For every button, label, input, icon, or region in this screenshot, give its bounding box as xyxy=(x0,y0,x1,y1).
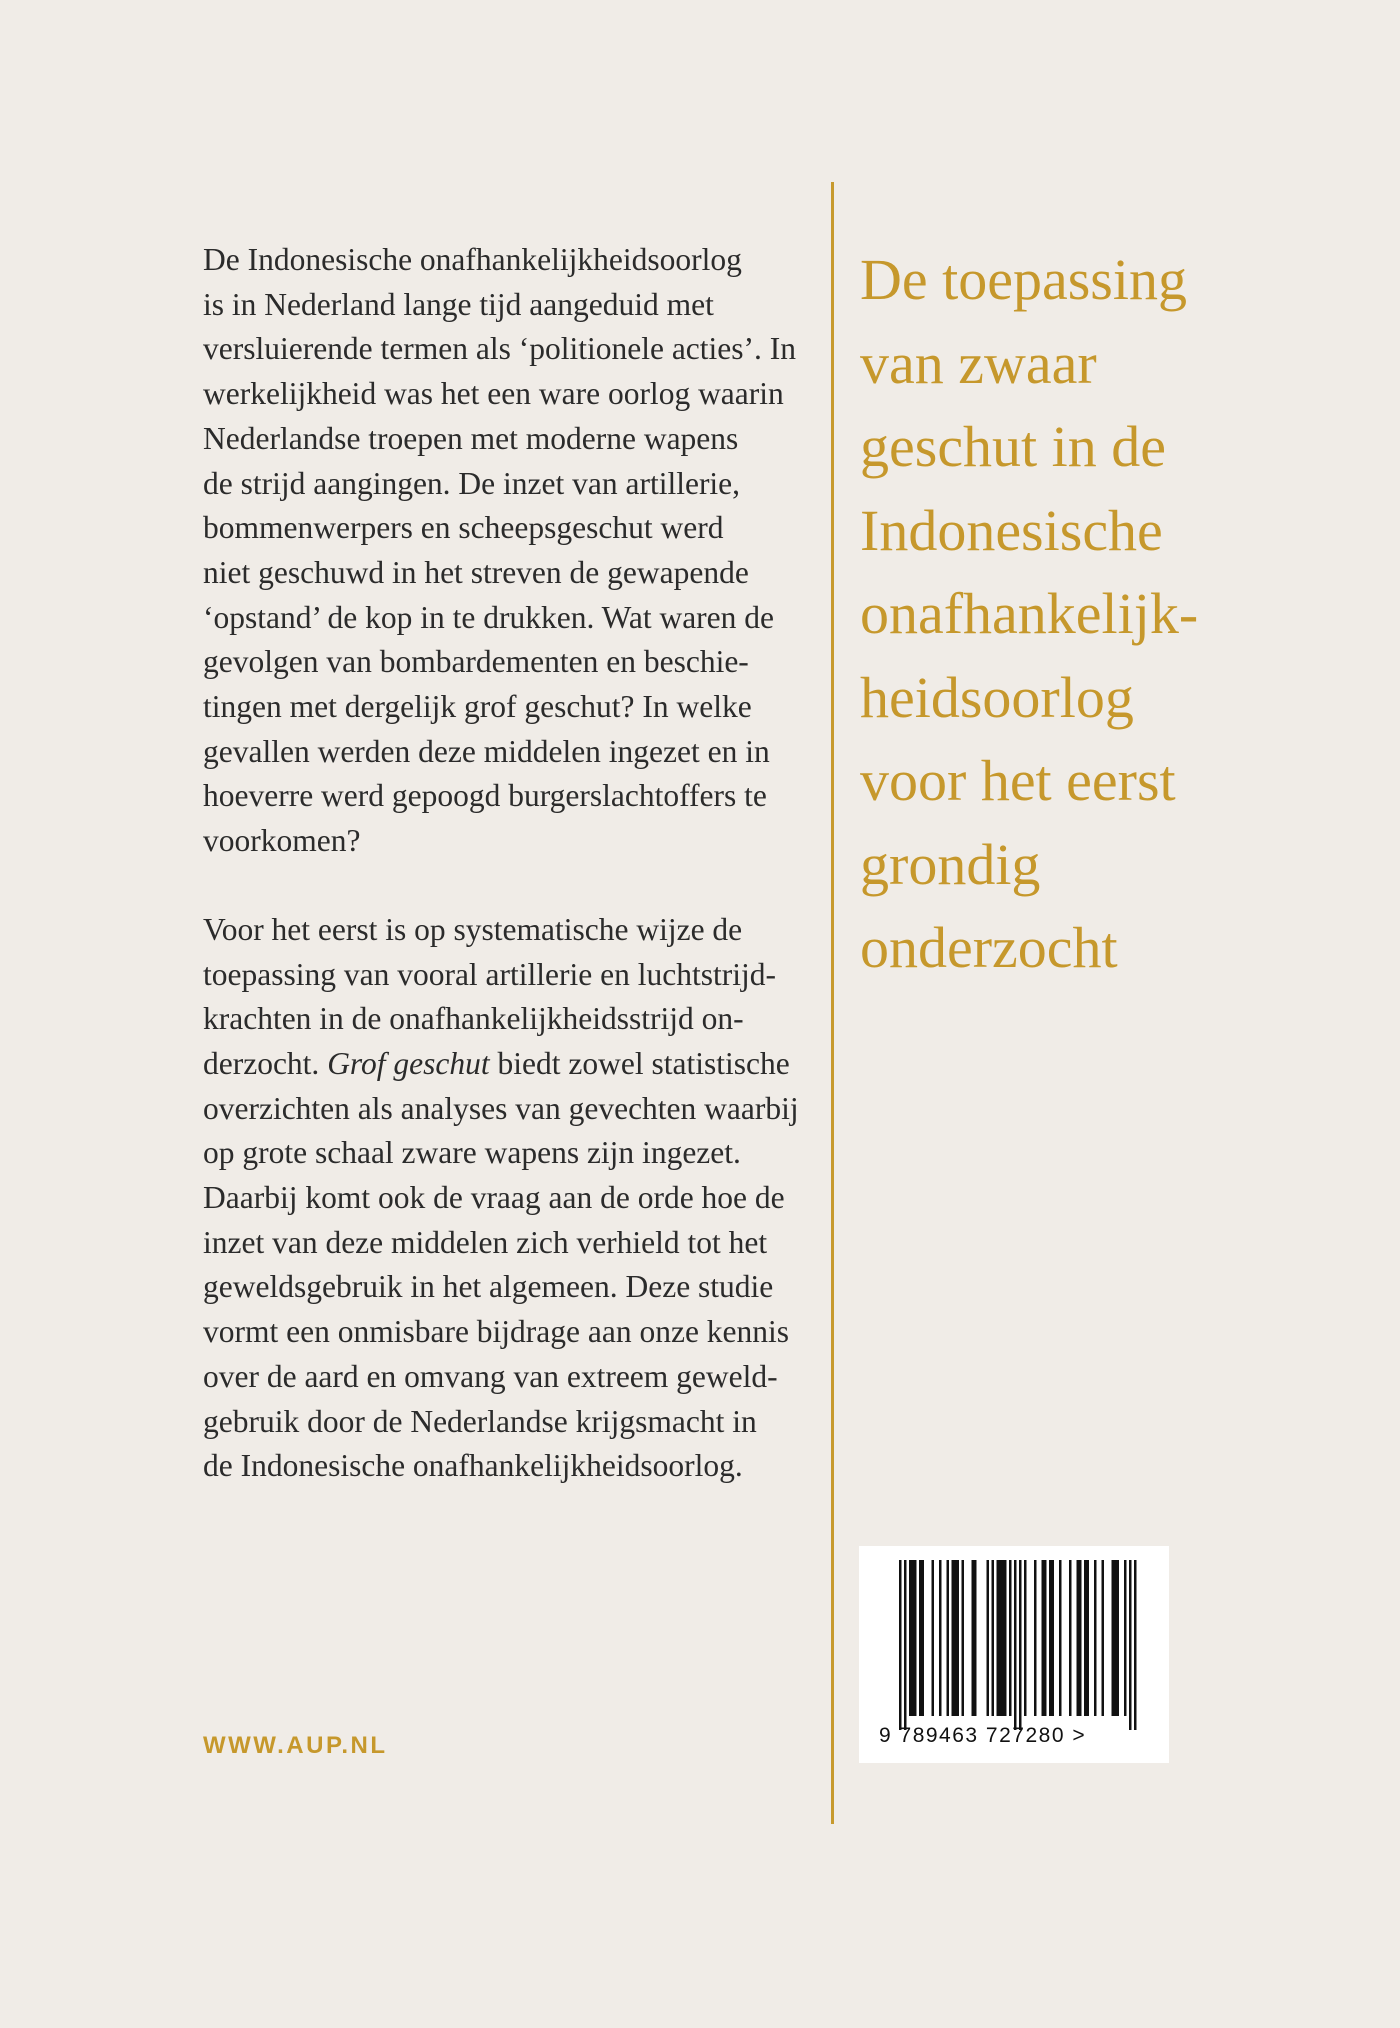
barcode-bar xyxy=(997,1560,1000,1716)
barcode-bar xyxy=(1042,1560,1045,1716)
barcode-bar xyxy=(1044,1560,1047,1716)
tagline-line: onafhankelijk- xyxy=(860,581,1199,646)
blurb-line: krachten in de onafhankelijkheidsstrijd on- xyxy=(203,1001,744,1037)
barcode-digits: 9 789463 727280 > xyxy=(879,1724,1087,1747)
blurb-line: overzichten als analyses van gevechten waarbij xyxy=(203,1090,799,1126)
tagline-line: onderzocht xyxy=(860,915,1118,980)
barcode-bar xyxy=(1112,1560,1115,1716)
blurb-line: gebruik door de Nederlandse krijgsmacht in xyxy=(203,1403,757,1439)
barcode-bar xyxy=(1129,1560,1132,1730)
barcode-bar xyxy=(899,1560,902,1730)
blurb-line: gevallen werden deze middelen ingezet en in xyxy=(203,733,770,769)
blurb-line: De Indonesische onafhankelijkheidsoorlog xyxy=(203,242,742,277)
blurb-line: is in Nederland lange tijd aangeduid met xyxy=(203,286,714,322)
tagline-line: De toepassing xyxy=(860,247,1187,312)
blurb-paragraph-1 xyxy=(203,238,803,864)
barcode-bar xyxy=(972,1560,975,1716)
barcode-bar xyxy=(1114,1560,1117,1716)
blurb-line: over de aard en omvang van extreem geweld- xyxy=(203,1358,778,1394)
barcode-bar xyxy=(1002,1560,1005,1716)
blurb-line: bommenwerpers en scheepsgeschut werd xyxy=(203,510,724,546)
barcode-bar xyxy=(912,1560,915,1716)
barcode-bar xyxy=(939,1560,942,1716)
barcode-bar xyxy=(914,1560,917,1716)
barcode-bar xyxy=(1077,1560,1080,1716)
tagline-line: heidsoorlog xyxy=(860,664,1134,730)
barcode-bar xyxy=(1069,1560,1072,1716)
barcode-bar xyxy=(954,1560,957,1716)
blurb-line: Nederlandse troepen met moderne wapens xyxy=(203,420,739,456)
book-title-italic: Grof geschut xyxy=(327,1045,490,1081)
blurb-line: Daarbij komt ook de vraag aan de orde hoe de xyxy=(203,1180,785,1216)
blurb-line: de Indonesische onafhankelijkheidsoorlog. xyxy=(203,1448,743,1484)
barcode-bar xyxy=(1019,1560,1022,1730)
blurb-line: hoeverre werd gepoogd burgerslachtoffers te xyxy=(203,778,767,814)
tagline-line: van zwaar xyxy=(860,330,1097,396)
blurb-line: toepassing van vooral artillerie en luchtstrijd- xyxy=(203,956,776,992)
barcode-bar xyxy=(999,1560,1002,1716)
back-cover-blurb xyxy=(203,238,803,1489)
barcode-bar xyxy=(987,1560,990,1716)
blurb-line: niet geschuwd in het streven de gewapende xyxy=(203,554,749,590)
barcode-bar xyxy=(962,1560,965,1716)
barcode-bar xyxy=(1014,1560,1017,1730)
barcode-bar xyxy=(974,1560,977,1716)
blurb-paragraph-2 xyxy=(203,908,803,1489)
barcode-bar xyxy=(1084,1560,1087,1716)
barcode-bar xyxy=(957,1560,960,1716)
barcode-bar xyxy=(947,1560,950,1716)
blurb-line: versluierende termen als ‘politionele acties’. In xyxy=(203,331,797,367)
barcode-bar xyxy=(1049,1560,1052,1716)
tagline-line: voor het eerst xyxy=(860,748,1176,813)
blurb-line: tingen met dergelijk grof geschut? In welke xyxy=(203,689,752,725)
blurb-line: inzet van deze middelen zich verhield tot het xyxy=(203,1224,768,1260)
barcode-bar xyxy=(922,1560,925,1716)
barcode-bar xyxy=(1087,1560,1090,1716)
blurb-line: werkelijkheid was het een ware oorlog waarin xyxy=(203,376,784,412)
blurb-line: vormt een onmisbare bijdrage aan onze kennis xyxy=(203,1314,790,1350)
publisher-website: WWW.AUP.NL xyxy=(203,1732,388,1759)
barcode-bar xyxy=(919,1560,922,1716)
barcode-bar xyxy=(1094,1560,1097,1716)
tagline xyxy=(860,238,1380,990)
blurb-line: gevolgen van bombardementen en beschie- xyxy=(203,644,749,680)
tagline-line: Indonesische xyxy=(860,497,1163,563)
barcode-bar xyxy=(952,1560,955,1716)
barcode-bar xyxy=(1124,1560,1127,1716)
isbn-barcode xyxy=(859,1546,1169,1763)
blurb-text: derzocht. xyxy=(203,1045,328,1081)
barcode-bar xyxy=(1134,1560,1137,1730)
blurb-line: de strijd aangingen. De inzet van artillerie, xyxy=(203,465,741,501)
blurb-line: op grote schaal zware wapens zijn ingezet. xyxy=(203,1135,741,1171)
barcode-bar xyxy=(1004,1560,1007,1716)
tagline-line: grondig xyxy=(860,831,1041,897)
barcode-bar xyxy=(1102,1560,1105,1716)
barcode-bar xyxy=(909,1560,912,1716)
blurb-line: voorkomen? xyxy=(203,823,361,859)
barcode-bar xyxy=(1009,1560,1012,1716)
barcode-bar xyxy=(1024,1560,1027,1716)
barcode-bar xyxy=(1117,1560,1120,1716)
barcode-bar xyxy=(1052,1560,1055,1716)
blurb-line-with-title xyxy=(203,1042,803,1087)
barcode-bar xyxy=(904,1560,907,1730)
barcode-bar xyxy=(932,1560,935,1716)
blurb-line: Voor het eerst is op systematische wijze de xyxy=(203,911,743,947)
barcode-bar xyxy=(1059,1560,1062,1716)
barcode-bar xyxy=(992,1560,995,1716)
vertical-divider xyxy=(831,182,834,1824)
barcode-bar xyxy=(1034,1560,1037,1716)
blurb-line: ‘opstand’ de kop in te drukken. Wat waren de xyxy=(203,599,774,635)
blurb-line: geweldsgebruik in het algemeen. Deze studie xyxy=(203,1269,774,1305)
tagline-line: geschut in de xyxy=(860,414,1167,479)
blurb-text: biedt zowel statistische xyxy=(489,1045,790,1081)
barcode-bar xyxy=(1079,1560,1082,1716)
